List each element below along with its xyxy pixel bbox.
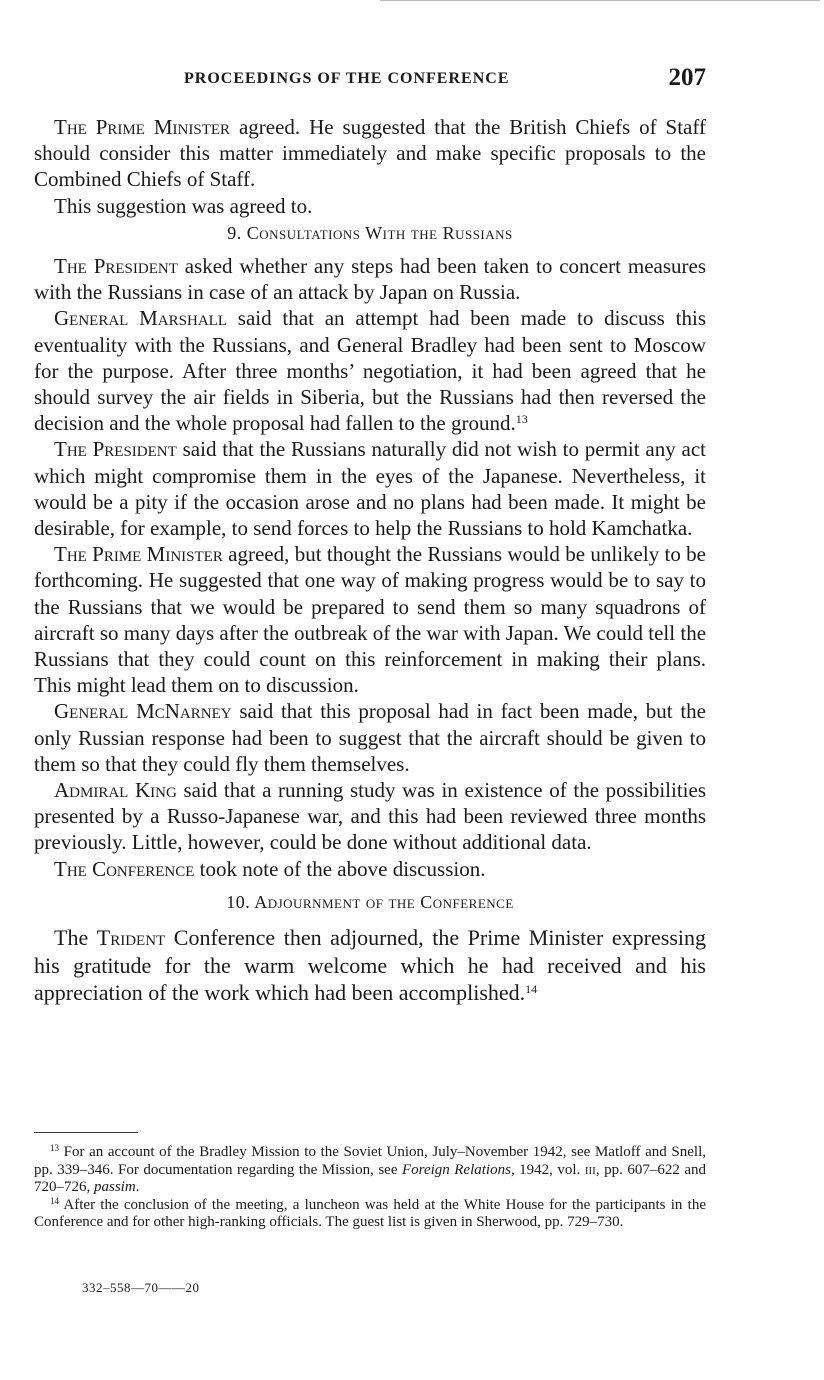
footnote-text: After the conclusion of the meeting, a luncheon was held at the White House for the participants in the Conference and for other high-ranking officials. The guest list is given in Sherwood, pp. 729–730. bbox=[34, 1196, 706, 1230]
footnote-text: . bbox=[135, 1179, 140, 1195]
footnote-ref-13: 13 bbox=[515, 412, 528, 427]
paragraph-10 bbox=[34, 924, 706, 1007]
footnote-13 bbox=[34, 1144, 706, 1197]
paragraph-6 bbox=[34, 541, 706, 698]
speaker-name: The President bbox=[54, 254, 178, 279]
footnote-ref-14: 14 bbox=[525, 982, 538, 997]
section-heading-9: 9. Consultations With the Russians bbox=[227, 222, 513, 243]
speaker-name: General McNarney bbox=[54, 699, 232, 724]
paragraph-text: agreed, but thought the Russians would be unlikely to be forthcoming. He suggested that one way of making progress would be to say to the Russians that we would be prepared to send them so many squadrons of aircraft so many days after the outbreak of the war with Japan. We could tell the Russians that they could count on this reinforcement in making their plans. This might lead them on to discussion. bbox=[34, 542, 707, 698]
paragraph-text: agreed. He suggested that the British Chiefs of Staff should consider this matter immediately and make specific proposals to the Combined Chiefs of Staff. bbox=[34, 115, 706, 192]
speaker-name: The Prime Minister bbox=[54, 542, 223, 567]
footnote-mark: 13 bbox=[50, 1143, 59, 1153]
paragraph-text: said that a running study was in existence of the possibilities presented by a Russo-Japanese war, and this had been reviewed three months previously. Little, however, could be done without additional data. bbox=[34, 778, 707, 855]
footnote-text: For an account of the Bradley Mission to the Soviet Union, July–November 1942, see Matloff and Snell, pp. 339–346. For documentation regarding the Mission, see bbox=[34, 1144, 706, 1178]
footnote-title: Foreign Relations bbox=[402, 1161, 511, 1178]
speaker-name: Admiral King bbox=[54, 778, 177, 803]
paragraph-8 bbox=[34, 777, 706, 856]
speaker-name: The Prime Minister bbox=[54, 115, 231, 139]
section-heading-10: 10. Adjournment of the Conference bbox=[226, 891, 514, 912]
paragraph-text: This suggestion was agreed to. bbox=[54, 193, 313, 218]
speaker-name: The Conference bbox=[54, 856, 195, 881]
footnote-rule bbox=[34, 1132, 138, 1133]
paragraph-text: said that this proposal had in fact been made, but the only Russian response had been to suggest that the aircraft should be given to them so that they could fly them themselves. bbox=[34, 699, 706, 776]
paragraph-2 bbox=[34, 193, 706, 219]
footnote-text: , 1942, vol. bbox=[510, 1161, 585, 1178]
speaker-name: The President bbox=[54, 437, 177, 462]
paragraph-7 bbox=[34, 698, 706, 777]
footnotes bbox=[34, 1144, 706, 1232]
paragraph-9 bbox=[34, 856, 706, 882]
paragraph-text: took note of the above discussion. bbox=[194, 856, 486, 881]
paragraph-3 bbox=[34, 253, 706, 305]
paragraph-text: asked whether any steps had been taken to concert measures with the Russians in case of an attack by Japan on Russia. bbox=[34, 254, 707, 305]
paragraph-4 bbox=[34, 305, 706, 436]
printer-line: 332–558—70——20 bbox=[82, 1280, 200, 1295]
page-header bbox=[34, 64, 706, 98]
top-rule bbox=[380, 0, 820, 1]
footnote-mark: 14 bbox=[50, 1195, 59, 1206]
code-name: Trident bbox=[96, 925, 166, 951]
paragraph-5 bbox=[34, 436, 706, 541]
paragraph-text: said that an attempt had been made to discuss this eventuality with the Russians, and General Bradley had been sent to Moscow for the purpose. After three months’ negotiation, it had been agreed that he should survey the air fields in Siberia, but the Russians had then reversed the decision and the whole proposal had fallen to the ground. bbox=[34, 306, 706, 436]
footnote-volume: iii bbox=[584, 1161, 596, 1178]
running-head: PROCEEDINGS OF THE CONFERENCE bbox=[184, 70, 510, 87]
paragraph-lead: The bbox=[54, 925, 97, 951]
page-number: 207 bbox=[668, 64, 706, 91]
paragraph-text: Conference then adjourned, the Prime Minister expressing his gratitude for the warm welcome which he had received and his appreciation of the work which had been accomplished. bbox=[34, 925, 706, 1006]
footnote-text: , pp. 607–622 and 720–726, bbox=[34, 1161, 706, 1195]
speaker-name: General Marshall bbox=[54, 306, 227, 331]
footnote-14 bbox=[34, 1197, 706, 1232]
page-body bbox=[34, 114, 706, 1007]
paragraph-1 bbox=[34, 114, 706, 193]
paragraph-text: said that the Russians naturally did not wish to permit any act which might compromise them in the eyes of the Japanese. Nevertheless, it would be a pity if the occasion arose and no plans had been made. It might be desirable, for example, to send forces to help the Russians to hold Kamchatka. bbox=[34, 437, 706, 541]
footnote-passim: passim bbox=[94, 1179, 136, 1195]
